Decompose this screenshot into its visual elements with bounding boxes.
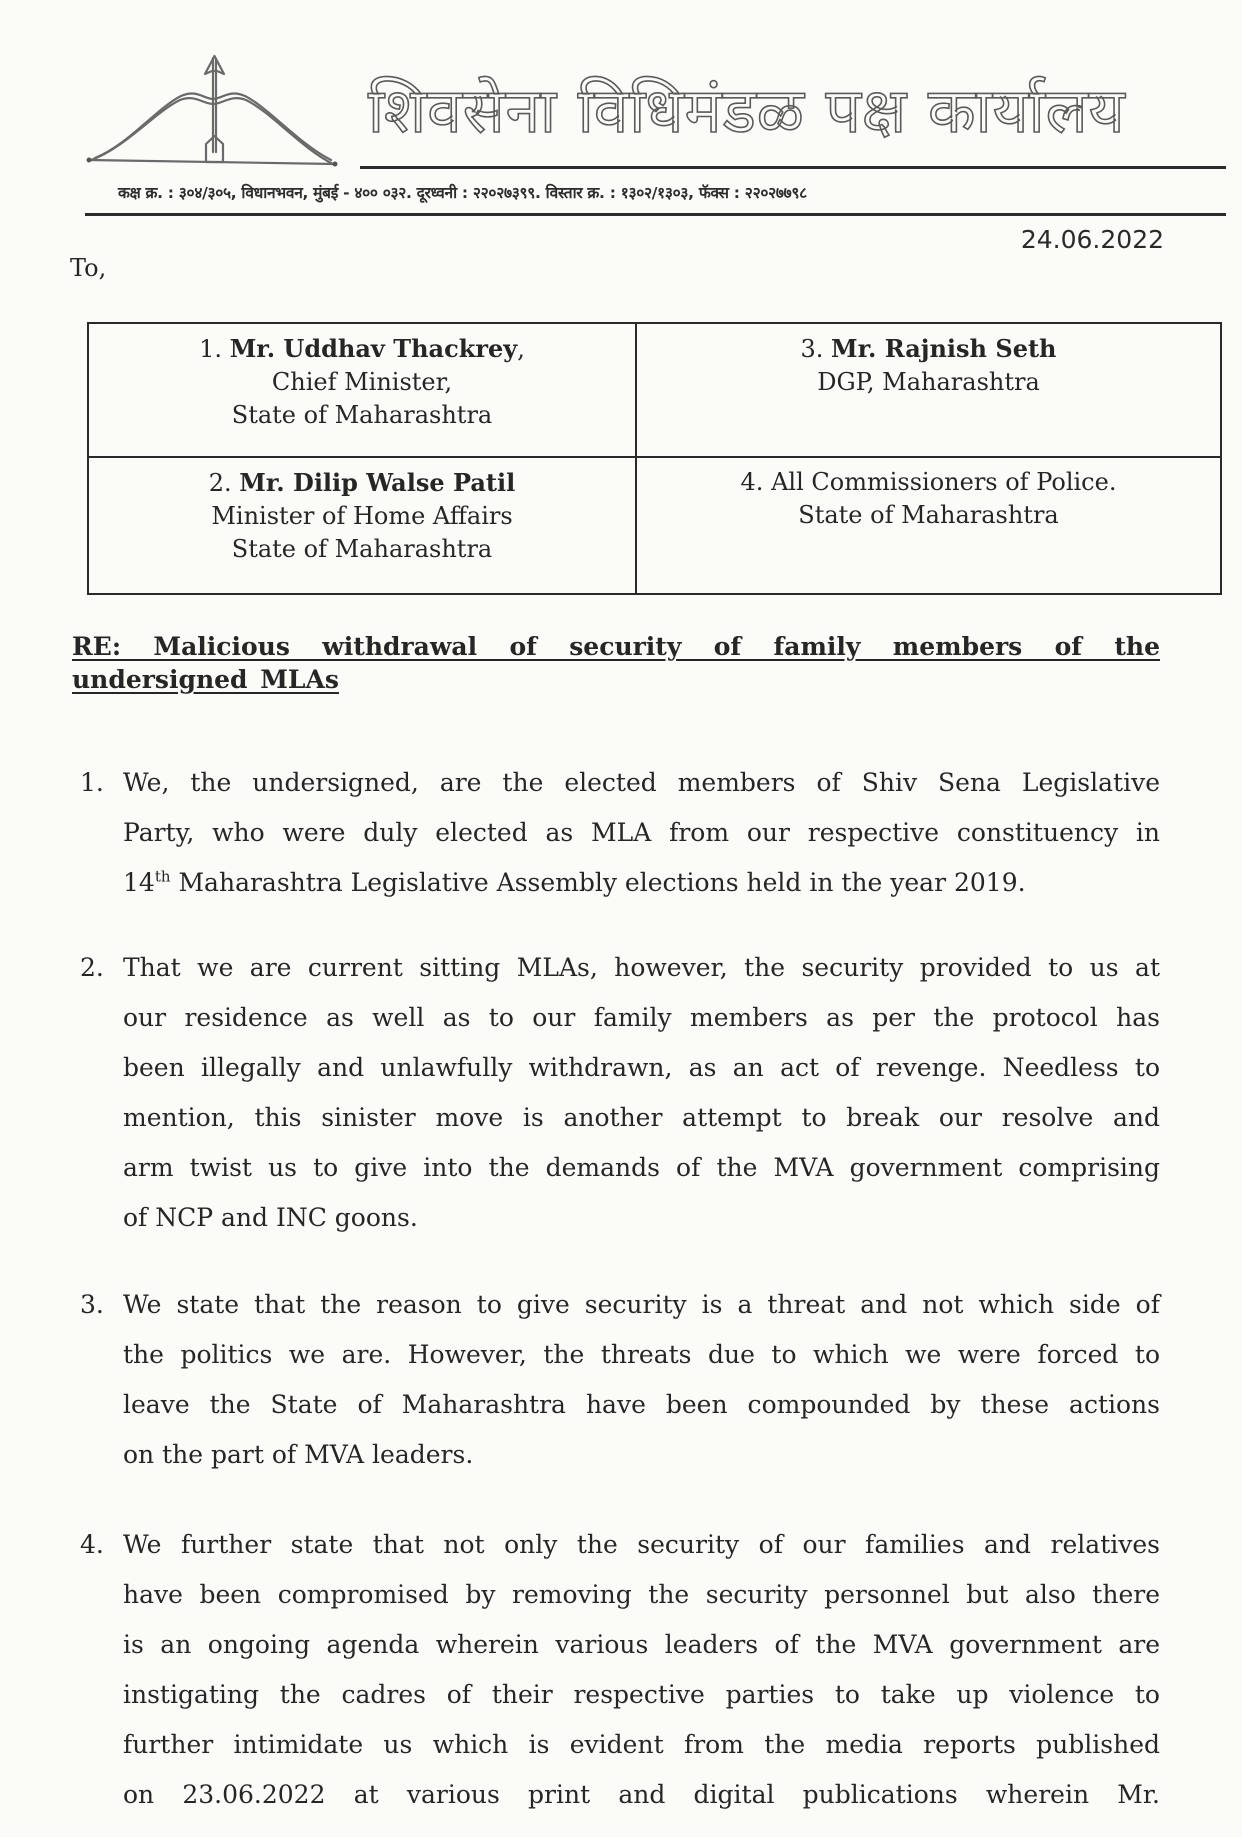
paragraph-line: We, the undersigned, are the elected members of Shiv Sena Legislative	[123, 768, 1160, 797]
addressee-number: 3.	[800, 335, 824, 363]
letterhead-rule-bottom	[85, 213, 1226, 216]
addressee-designation: All Commissioners of Police.	[771, 468, 1117, 496]
paragraph-line: further intimidate us which is evident from the media reports published	[123, 1730, 1160, 1759]
paragraph-line: the politics we are. However, the threats due to which we were forced to	[123, 1340, 1160, 1369]
addressee-cell	[89, 458, 637, 593]
ordinal-suffix: th	[154, 867, 171, 886]
addressee-designation: Chief Minister,	[271, 368, 453, 396]
addressee-designation: Minister of Home Affairs	[211, 502, 513, 530]
paragraph-line	[123, 858, 1160, 908]
paragraph-line-text: Maharashtra Legislative Assembly elections held in the year 2019.	[170, 868, 1026, 897]
addressee-number: 2.	[208, 469, 232, 497]
addressee-name-suffix: ,	[517, 335, 525, 363]
addressee-state: State of Maharashtra	[798, 501, 1059, 529]
paragraph-line: have been compromised by removing the security personnel but also there	[123, 1580, 1160, 1609]
letterhead-rule-top	[360, 166, 1226, 169]
letterhead-address: कक्ष क्र. : ३०४/३०५, विधानभवन, मुंबई - ४०० ०३२. दूरध्वनी : २२०२७३९९. विस्तार क्र. : १३०२/१३०३, फॅक्स : २२०२७७९८	[118, 184, 807, 202]
addressee-state: State of Maharashtra	[231, 535, 493, 563]
addressee-cell	[637, 324, 1220, 458]
addressee-cell	[89, 324, 637, 458]
addressee-name: Mr. Dilip Walse Patil	[239, 468, 516, 497]
paragraph-number: 4.	[80, 1530, 104, 1559]
addressee-number: 1.	[199, 335, 223, 363]
addressee-state: State of Maharashtra	[231, 401, 493, 429]
paragraph-line: of NCP and INC goons.	[123, 1203, 418, 1232]
addressee-cell	[637, 458, 1220, 593]
paragraph-line: is an ongoing agenda wherein various leaders of the MVA government are	[123, 1630, 1160, 1659]
addressee-designation: DGP, Maharashtra	[817, 368, 1040, 396]
paragraph-line: That we are current sitting MLAs, however, the security provided to us at	[123, 953, 1160, 982]
subject-heading: RE: Malicious withdrawal of security of family members of the undersigned MLAs	[72, 632, 1160, 694]
paragraph-line: been illegally and unlawfully withdrawn, as an act of revenge. Needless to	[123, 1053, 1160, 1082]
paragraph-line: We state that the reason to give security is a threat and not which side of	[123, 1290, 1160, 1319]
paragraph-line: our residence as well as to our family members as per the protocol has	[123, 1003, 1160, 1032]
paragraph-line: leave the State of Maharashtra have been compounded by these actions	[123, 1390, 1160, 1419]
paragraph-line: on the part of MVA leaders.	[123, 1440, 474, 1469]
paragraph-1	[80, 758, 1160, 908]
letter-date: 24.06.2022	[1020, 225, 1164, 254]
paragraph-line: arm twist us to give into the demands of the MVA government comprising	[123, 1153, 1160, 1182]
paragraph-2	[80, 943, 1160, 1243]
paragraph-line: instigating the cadres of their respective parties to take up violence to	[123, 1680, 1160, 1709]
paragraph-3	[80, 1280, 1160, 1480]
ordinal-number: 14	[123, 868, 155, 897]
addressee-name: Mr. Uddhav Thackrey	[229, 334, 518, 363]
paragraph-number: 2.	[80, 953, 104, 982]
paragraph-line: on 23.06.2022 at various print and digital publications wherein Mr.	[123, 1780, 1160, 1809]
paragraph-4	[80, 1520, 1160, 1820]
paragraph-number: 3.	[80, 1290, 104, 1319]
addressee-number: 4.	[740, 468, 764, 496]
paragraph-line: Party, who were duly elected as MLA from our respective constituency in	[123, 818, 1160, 847]
bow-and-arrow-icon	[85, 52, 339, 168]
letterhead-title: शिवसेना विधिमंडळ पक्ष कार्यालय	[368, 74, 1126, 147]
addressee-name: Mr. Rajnish Seth	[831, 334, 1057, 363]
paragraph-number: 1.	[80, 768, 104, 797]
addressee-table	[87, 322, 1222, 595]
paragraph-line: mention, this sinister move is another attempt to break our resolve and	[123, 1103, 1160, 1132]
salutation: To,	[70, 254, 107, 282]
paragraph-line: We further state that not only the security of our families and relatives	[123, 1530, 1160, 1559]
